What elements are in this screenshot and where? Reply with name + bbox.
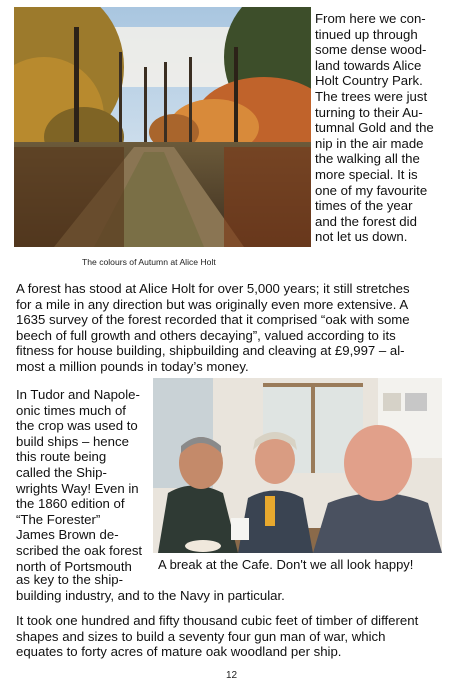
text-line: onic times much of — [16, 402, 126, 418]
cafe-photo-caption: A break at the Cafe. Don't we all look happy! — [158, 557, 414, 572]
text-line: “The Forester” — [16, 511, 101, 527]
text-line: In Tudor and Napole- — [16, 387, 140, 402]
page-number: 12 — [226, 670, 238, 681]
text-line: turning to their Au- — [315, 104, 423, 120]
text-line: nip in the air made — [315, 135, 424, 151]
text-line: shapes and sizes to build a seventy four gun man of war, which — [16, 628, 386, 644]
text-line: not let us down. — [315, 229, 408, 245]
text-line: this route being — [16, 449, 107, 465]
text-line: Holt Country Park. — [315, 73, 423, 89]
forest-photo-caption: The colours of Autumn at Alice Holt — [82, 257, 216, 267]
forest-history-paragraph — [16, 281, 441, 375]
text-line: 1635 survey of the forest recorded that it comprised “oak with some — [16, 312, 410, 328]
text-line: tinued up through — [315, 26, 418, 42]
text-line: for a mile in any direction but was originally even more extensive. A — [16, 296, 409, 312]
text-line: It took one hundred and fifty thousand cubic feet of timber of different — [16, 613, 419, 628]
text-line: the walking all the — [315, 151, 420, 167]
shipbuilding-text — [16, 387, 152, 574]
shipbuilding-continued — [16, 572, 441, 603]
text-line: James Brown de- — [16, 527, 119, 543]
text-line: north of Portsmouth — [16, 558, 132, 574]
text-line: the crop was used to — [16, 418, 138, 434]
text-line: most a million pounds in today’s money. — [16, 358, 249, 374]
text-line: A forest has stood at Alice Holt for over 5,000 years; it still stretches — [16, 281, 410, 296]
text-line: land towards Alice — [315, 57, 422, 73]
text-line: beech of full growth and others decaying”, valued according to its — [16, 327, 396, 343]
text-line: and the forest did — [315, 213, 417, 229]
text-line: scribed the oak forest — [16, 542, 143, 558]
text-line: wrights Way! Even in — [16, 480, 139, 496]
text-line: tumnal Gold and the — [315, 120, 434, 136]
text-line: one of my favourite — [315, 182, 428, 198]
text-line: build ships – hence — [16, 433, 129, 449]
text-line: times of the year — [315, 198, 413, 214]
timber-paragraph — [16, 613, 441, 660]
text-line: The trees were just — [315, 88, 428, 104]
text-line: From here we con- — [315, 11, 426, 26]
text-line: the 1860 edition of — [16, 496, 125, 512]
text-line: called the Ship- — [16, 464, 107, 480]
text-line: equates to forty acres of mature oak woodland per ship. — [16, 644, 342, 660]
text-line: some dense wood- — [315, 42, 427, 58]
text-line: fitness for house building, shipbuilding and cleaving at £9,997 – al- — [16, 343, 405, 359]
text-line: as key to the ship- — [16, 572, 124, 587]
intro-text — [315, 11, 447, 245]
forest-photo — [14, 7, 311, 247]
text-line: more special. It is — [315, 166, 418, 182]
cafe-photo — [153, 378, 442, 553]
text-line: building industry, and to the Navy in particular. — [16, 587, 285, 603]
